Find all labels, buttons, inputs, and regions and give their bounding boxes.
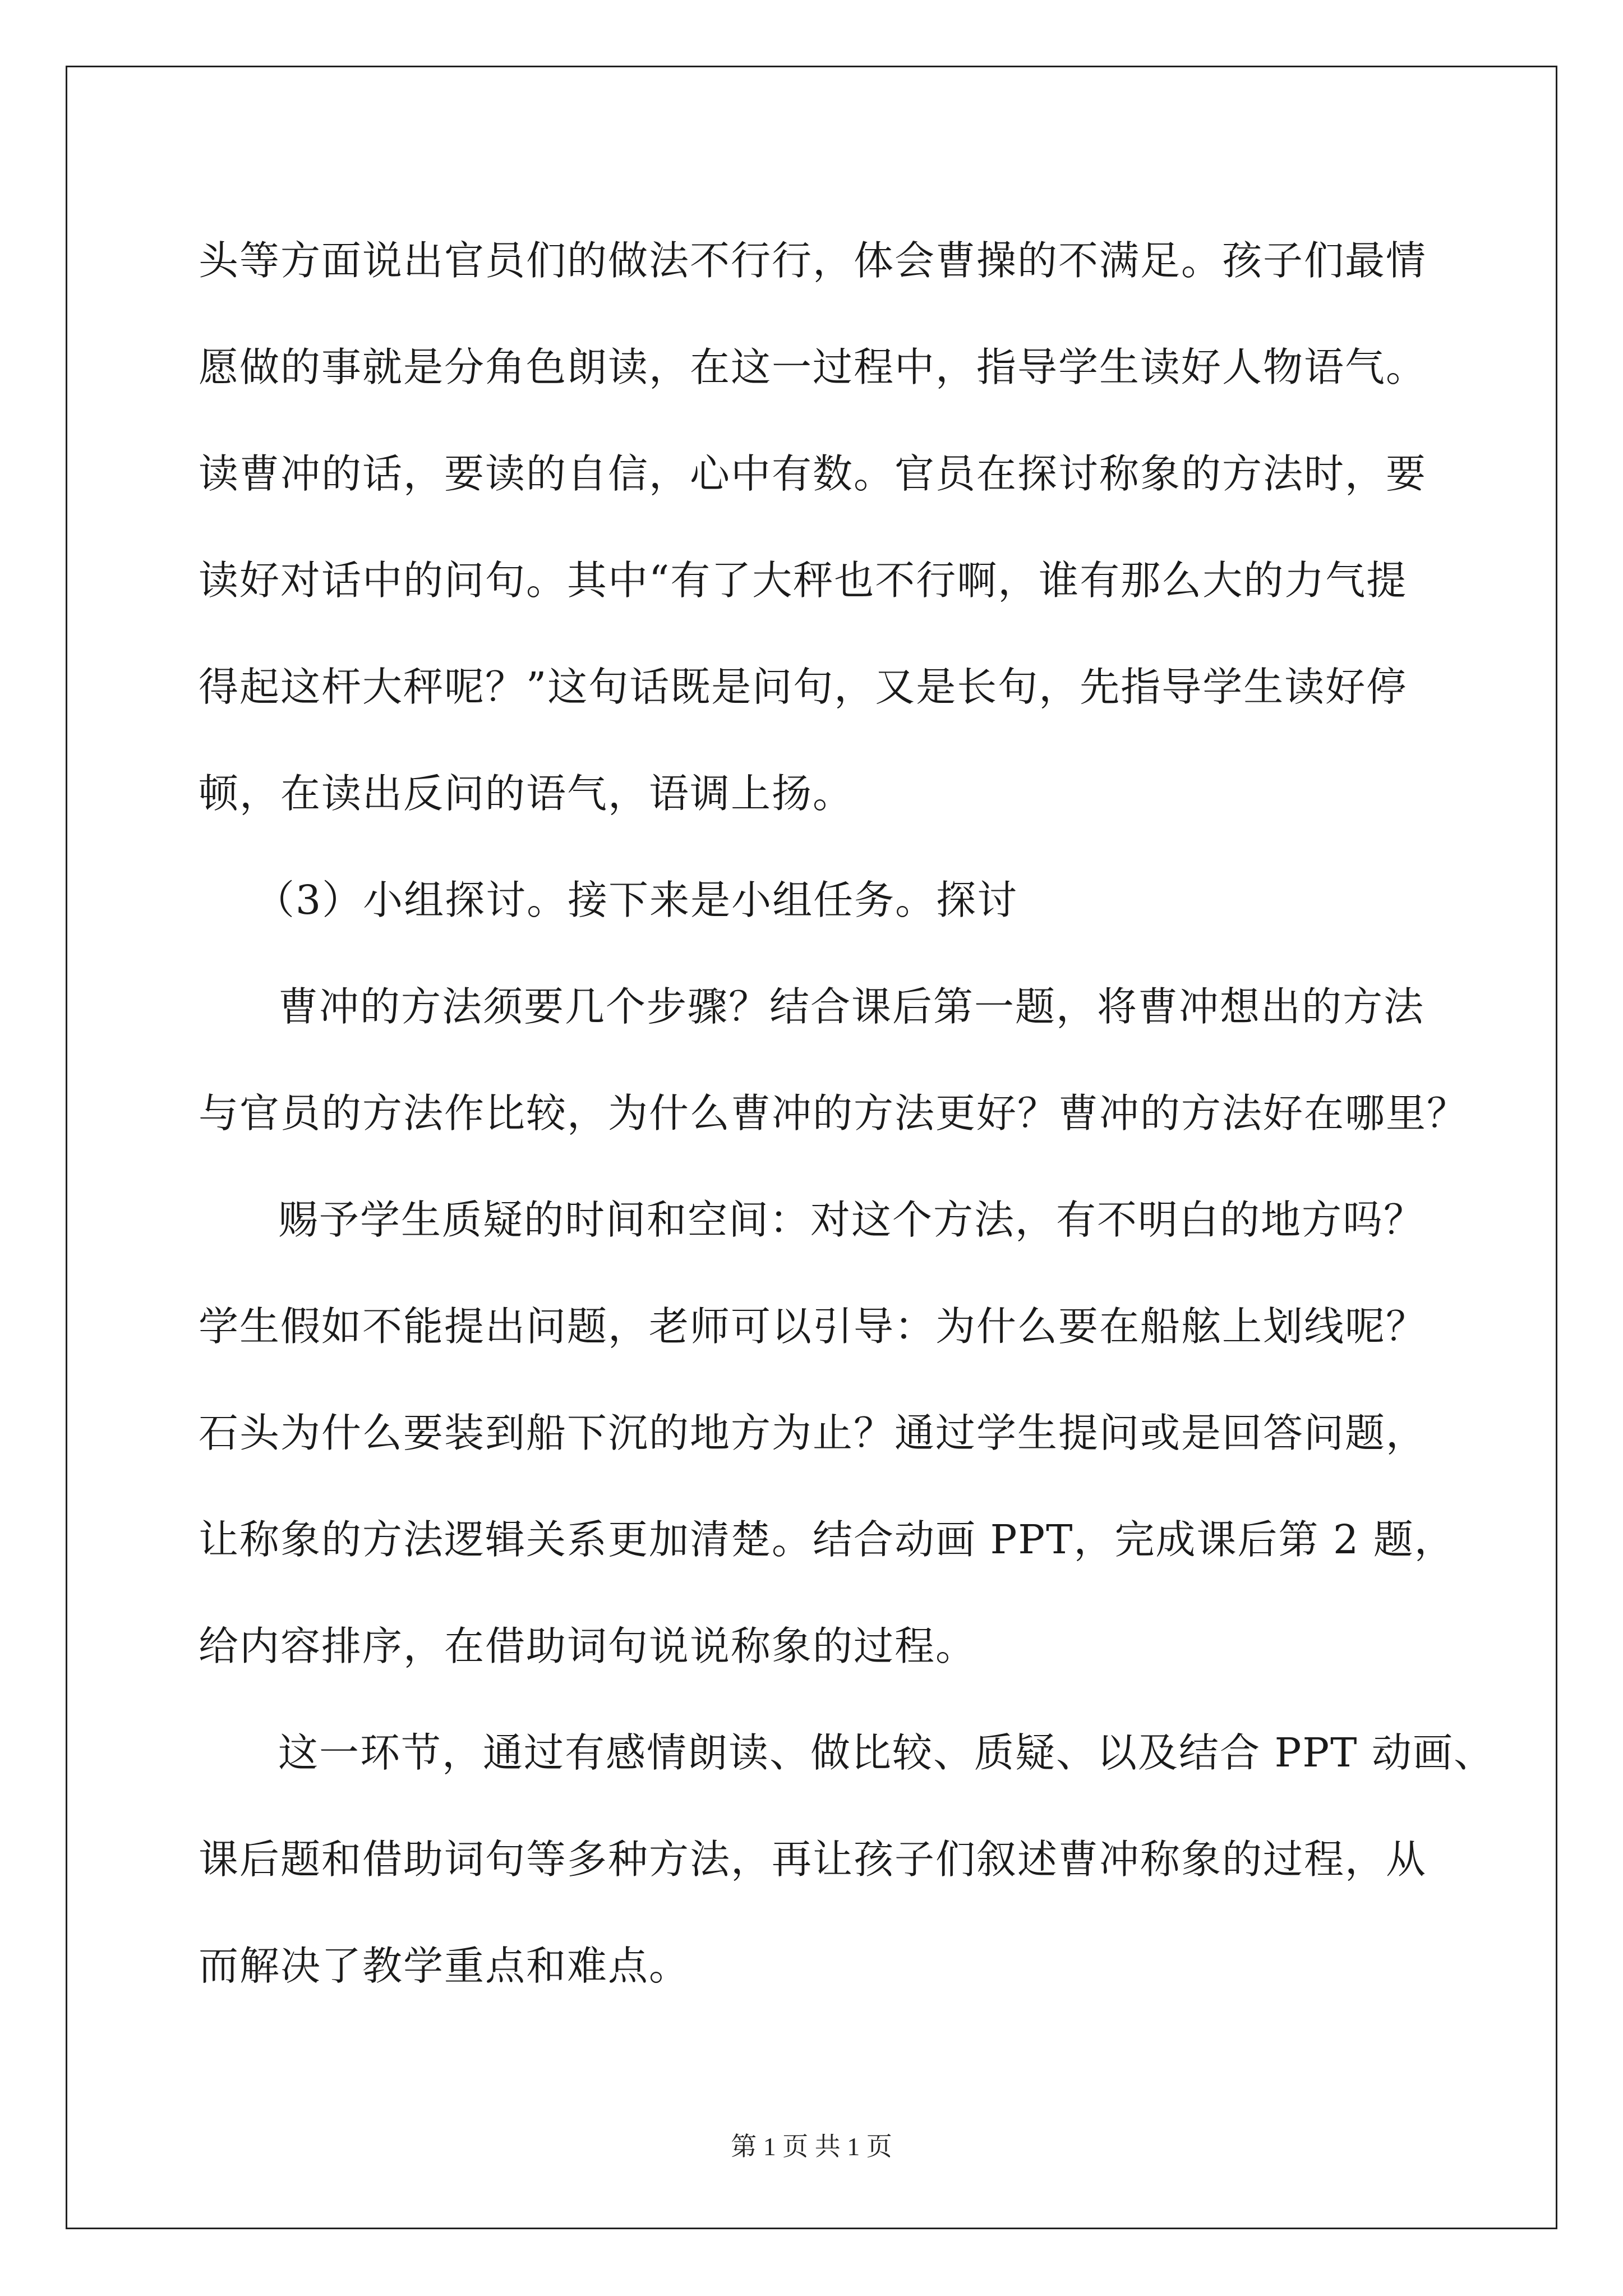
document-body bbox=[199, 208, 1495, 2019]
text-line: 而解决了教学重点和难点。 bbox=[199, 1943, 690, 1989]
text-line: 给内容排序，在借助词句说说称象的过程。 bbox=[199, 1623, 977, 1669]
paragraph-start: 这一环节，通过有感情朗读、做比较、质疑、以及结合 PPT 动画、 bbox=[278, 1729, 1495, 1776]
text-line: 头等方面说出官员们的做法不行行，体会曹操的不满足。孩子们最情 bbox=[199, 237, 1427, 284]
text-line: 石头为什么要装到船下沉的地方为止？通过学生提问或是回答问题， bbox=[199, 1410, 1427, 1456]
text-line: 读好对话中的问句。其中“有了大秤也不行啊，谁有那么大的力气提 bbox=[199, 557, 1408, 604]
paragraph-start: 赐予学生质疑的时间和空间：对这个方法，有不明白的地方吗？ bbox=[278, 1197, 1425, 1243]
text-line: 让称象的方法逻辑关系更加清楚。结合动画 PPT，完成课后第 2 题， bbox=[199, 1516, 1455, 1563]
text-line: 读曹冲的话，要读的自信，心中有数。官员在探讨称象的方法时，要 bbox=[199, 450, 1427, 497]
text-line: 与官员的方法作比较，为什么曹冲的方法更好？曹冲的方法好在哪里？ bbox=[199, 1090, 1468, 1137]
text-line: 愿做的事就是分角色朗读，在这一过程中，指导学生读好人物语气。 bbox=[199, 344, 1427, 390]
text-line: 学生假如不能提出问题，老师可以引导：为什么要在船舷上划线呢？ bbox=[199, 1303, 1427, 1350]
text-line: 顿，在读出反问的语气，语调上扬。 bbox=[199, 770, 854, 817]
page-footer: 第 1 页 共 1 页 bbox=[731, 2132, 892, 2161]
text-line: 得起这杆大秤呢？”这句话既是问句，又是长句，先指导学生读好停 bbox=[199, 664, 1408, 710]
text-line: 课后题和借助词句等多种方法，再让孩子们叙述曹冲称象的过程，从 bbox=[199, 1836, 1427, 1883]
section-heading: （3）小组探讨。接下来是小组任务。探讨 bbox=[255, 877, 1018, 923]
paragraph-start: 曹冲的方法须要几个步骤？结合课后第一题，将曹冲想出的方法 bbox=[278, 983, 1425, 1030]
